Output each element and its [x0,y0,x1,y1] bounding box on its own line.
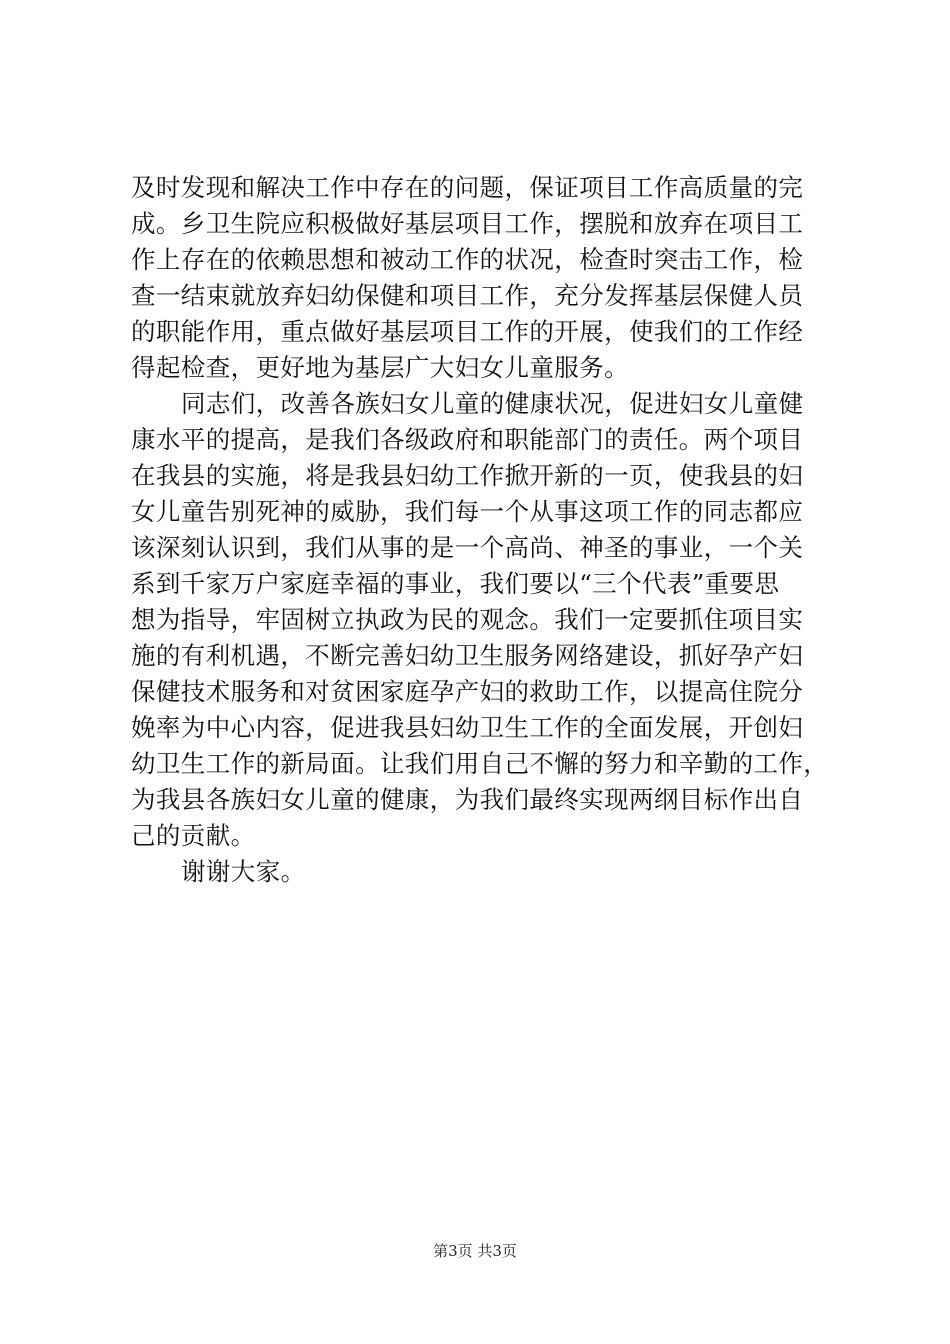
text-line: 的职能作用，重点做好基层项目工作的开展，使我们的工作经 [131,317,804,346]
text-line: 系到千家万户家庭幸福的事业，我们要以“三个代表”重要思 [131,569,780,598]
paragraph [131,386,831,854]
text-line: 作上存在的依赖思想和被动工作的状况，检查时突击工作，检 [131,245,804,274]
text-line: 康水平的提高，是我们各级政府和职能部门的责任。两个项目 [131,425,804,454]
text-line: 为我县各族妇女儿童的健康，为我们最终实现两纲目标作出自 [131,785,804,814]
page-footer [0,1240,950,1261]
text-line: 想为指导，牢固树立执政为民的观念。我们一定要抓住项目实 [131,605,804,634]
paragraph [131,854,831,890]
text-line: 同志们，改善各族妇女儿童的健康状况，促进妇女儿童健 [181,389,804,418]
paragraph [131,170,831,386]
text-line: 娩率为中心内容，促进我县妇幼卫生工作的全面发展，开创妇 [131,713,804,742]
text-line: 成。乡卫生院应积极做好基层项目工作，摆脱和放弃在项目工 [131,209,804,238]
text-line: 查一结束就放弃妇幼保健和项目工作，充分发挥基层保健人员 [131,281,804,310]
text-line: 该深刻认识到，我们从事的是一个高尚、神圣的事业，一个关 [131,533,804,562]
text-line: 幼卫生工作的新局面。让我们用自己不懈的努力和辛勤的工作， [131,749,829,778]
text-line: 及时发现和解决工作中存在的问题，保证项目工作高质量的完 [131,173,804,202]
text-line: 保健技术服务和对贫困家庭孕产妇的救助工作，以提高住院分 [131,677,804,706]
document-body [131,170,831,890]
text-line: 谢谢大家。 [181,857,306,886]
text-line: 在我县的实施，将是我县妇幼工作掀开新的一页，使我县的妇 [131,461,804,490]
page-number-label: 第3页 共3页 [433,1242,517,1260]
text-line: 施的有利机遇，不断完善妇幼卫生服务网络建设，抓好孕产妇 [131,641,804,670]
text-line: 女儿童告别死神的威胁，我们每一个从事这项工作的同志都应 [131,497,804,526]
text-line: 得起检查，更好地为基层广大妇女儿童服务。 [131,353,629,382]
text-line: 己的贡献。 [131,821,256,850]
